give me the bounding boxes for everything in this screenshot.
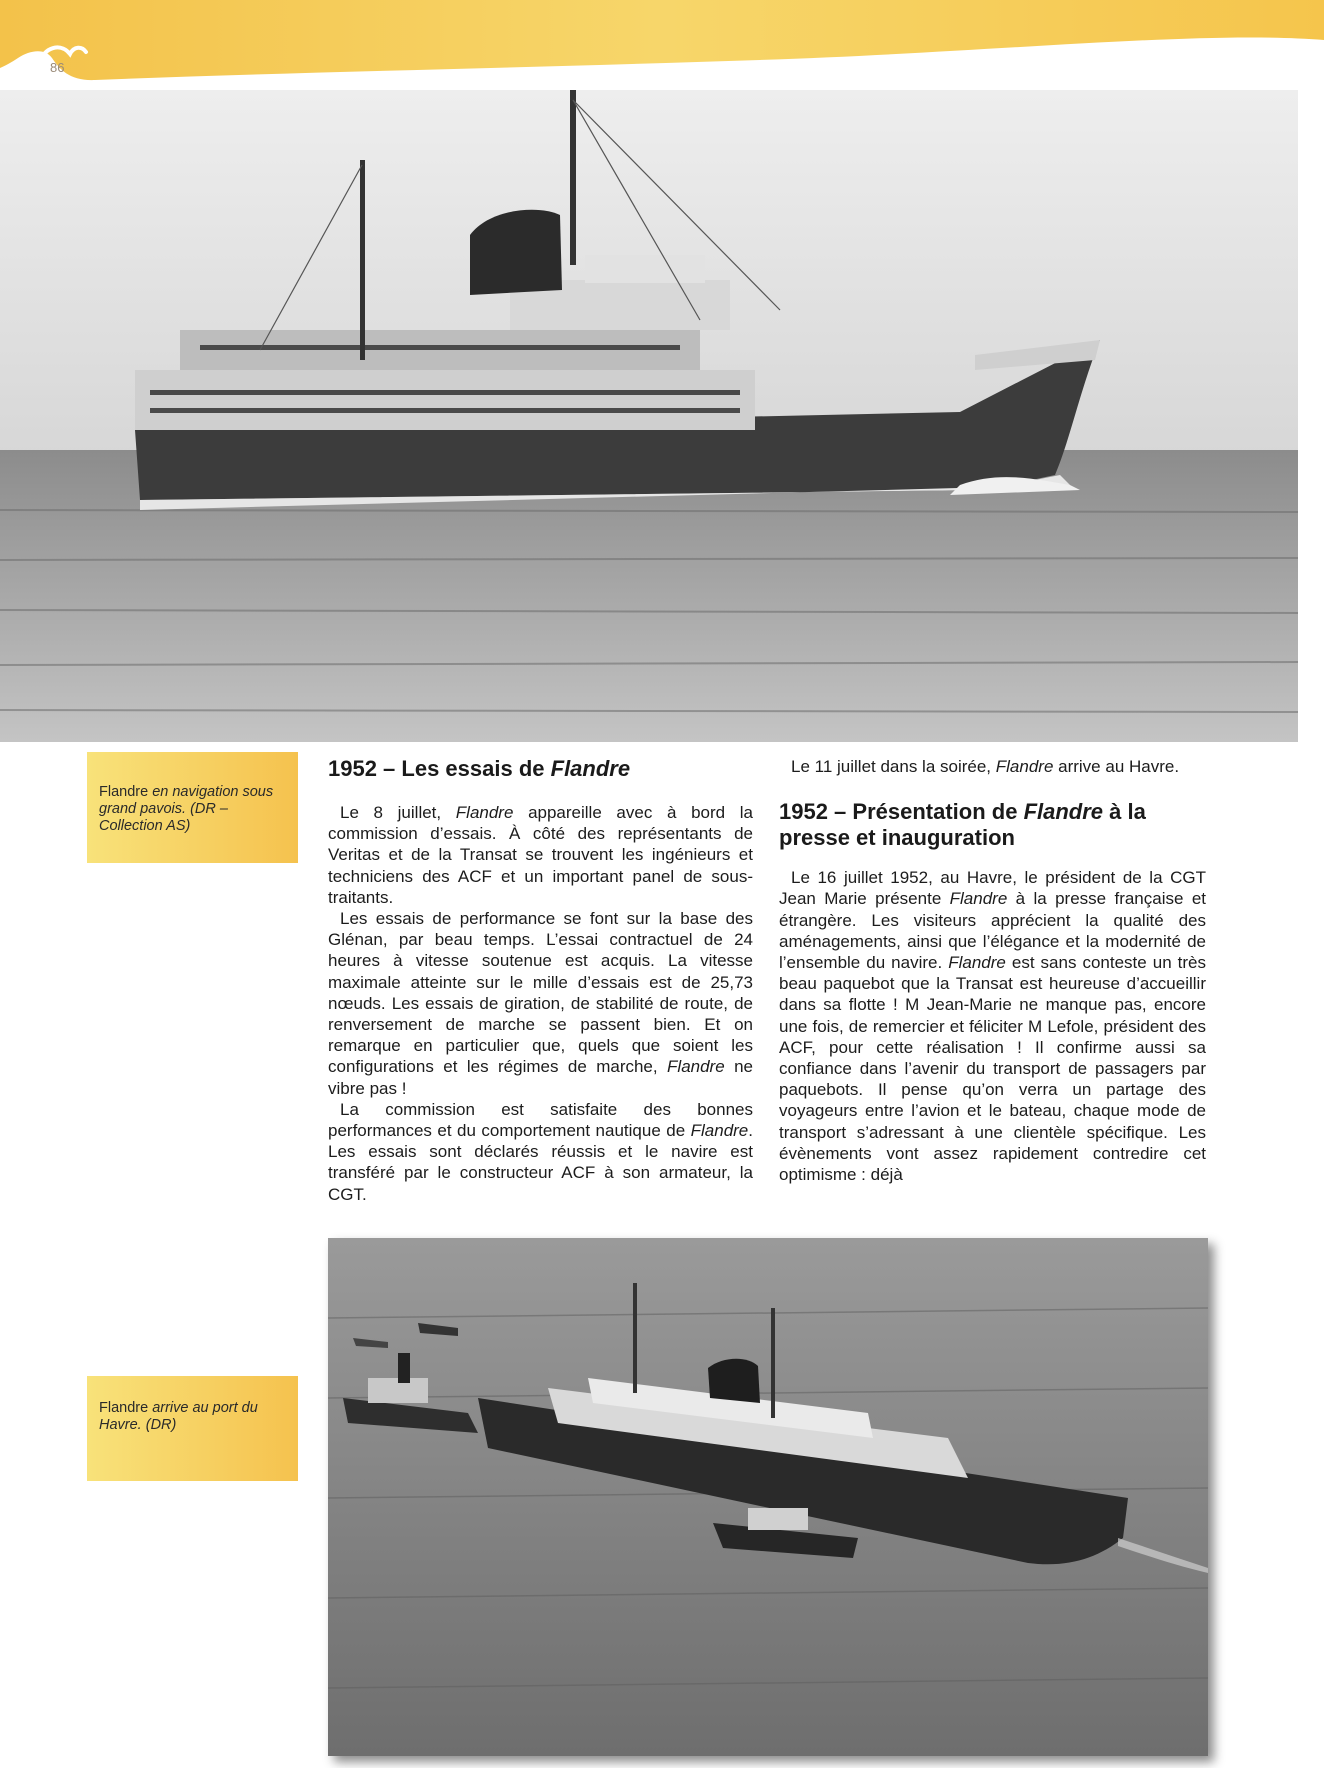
- caption-text: en navigation sous grand pavois. (DR – Collection AS): [99, 784, 274, 834]
- page-number: 86: [50, 60, 65, 75]
- paragraph: La commission est satisfaite des bonnes performances et du comportement nautique de Flandre. Les essais sont déclarés réussis et le navire est transféré par le constructeur ACF à son armateur, la CGT.: [328, 1099, 753, 1204]
- caption-title: Flandre: [99, 1400, 149, 1416]
- photo-caption-bottom: [87, 1376, 298, 1481]
- paragraph: Le 11 juillet dans la soirée, Flandre arrive au Havre.: [791, 757, 1180, 776]
- header-banner: [0, 0, 1324, 90]
- paragraph: Le 8 juillet, Flandre appareille avec à bord la commission d’essais. À côté des représentants de Veritas et de la Transat se trouvent les ingénieurs et techniciens des ACF et un important panel de sous-traitants.: [328, 803, 753, 907]
- caption-text: arrive au port du Havre. (DR): [99, 1400, 258, 1433]
- ship-photo-bottom: [328, 1238, 1208, 1756]
- article-column-left: [328, 756, 753, 1205]
- section-heading-essais: 1952 – Les essais de Flandre: [328, 756, 631, 781]
- section-heading-presentation: 1952 – Présentation de Flandre à la presse et inauguration: [779, 799, 1146, 851]
- photo-caption-top: [87, 752, 298, 863]
- caption-title: Flandre: [99, 784, 149, 800]
- article-column-right: [779, 756, 1206, 1185]
- ship-photo-top: [0, 90, 1298, 742]
- paragraph: Les essais de performance se font sur la base des Glénan, par beau temps. L’essai contractuel de 24 heures à vitesse soutenue est acquis. La vitesse maximale atteinte sur le mille d’essais est de 25,73 nœuds. Les essais de giration, de stabilité de route, de renversement de marche se passent bien. Et on remarque en particulier que, quels que soient les configurations et les régimes de marche, Flandre ne vibre pas !: [328, 909, 753, 1098]
- paragraph: Le 16 juillet 1952, au Havre, le président de la CGT Jean Marie présente Flandre à la presse française et étrangère. Les visiteurs apprécient la qualité des aménagements, ainsi que l’élégance et la modernité de l’ensemble du navire. Flandre est sans conteste un très beau paquebot que la Transat est heureuse d’accueillir dans sa flotte ! M Jean-Marie ne manque pas, encore une fois, de remercier et féliciter M Lefole, président des ACF, pour cette réalisation ! Il confirme aussi sa confiance dans l’avenir du transport de passagers par paquebots. Il pense qu’on verra un partage des voyageurs entre l’avion et le bateau, chaque mode de transport s’adressant à une clientèle spécifique. Les évènements vont assez rapidement contredire cet optimisme : déjà: [779, 868, 1206, 1185]
